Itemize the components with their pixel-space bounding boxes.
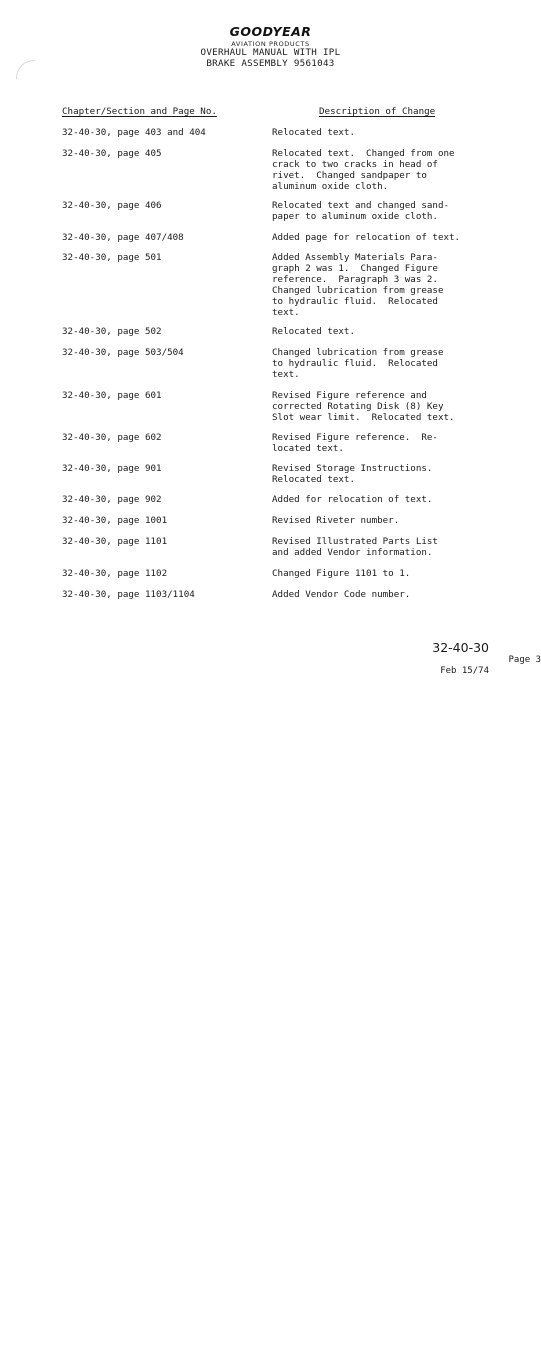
row-description: Relocated text. xyxy=(272,127,355,138)
row-description: Changed lubrication from grease to hydraulic fluid. Relocated text. xyxy=(272,347,444,380)
row-reference: 32-40-30, page 406 xyxy=(62,200,162,211)
row-description: Added for relocation of text. xyxy=(272,494,433,505)
logo-text: GOODYEAR xyxy=(229,24,312,39)
row-description: Added Vendor Code number. xyxy=(272,589,411,600)
revision-date: Feb 15/74 xyxy=(440,666,489,676)
row-reference: 32-40-30, page 1101 xyxy=(62,536,168,547)
row-description: Revised Riveter number. xyxy=(272,515,400,526)
row-description: Relocated text. xyxy=(272,326,355,337)
row-reference: 32-40-30, page 901 xyxy=(62,463,162,474)
row-description: Changed Figure 1101 to 1. xyxy=(272,568,411,579)
manual-title: OVERHAUL MANUAL WITH IPL xyxy=(200,47,341,58)
assembly-title: BRAKE ASSEMBLY 9561043 xyxy=(206,58,335,69)
row-description: Revised Figure reference. Re- located text. xyxy=(272,432,438,454)
row-description: Revised Storage Instructions. Relocated text. xyxy=(272,463,433,485)
row-reference: 32-40-30, page 501 xyxy=(62,252,162,263)
row-reference: 32-40-30, page 407/408 xyxy=(62,232,184,243)
row-description: Added Assembly Materials Para- graph 2 was 1. Changed Figure reference. Paragraph 3 was 2. Changed lubrication from grease to hydraulic fluid. Relocated text. xyxy=(272,252,444,318)
page-number: Page 3 xyxy=(508,655,541,665)
row-description: Relocated text and changed sand- paper to aluminum oxide cloth. xyxy=(272,200,450,222)
row-reference: 32-40-30, page 1102 xyxy=(62,568,168,579)
row-reference: 32-40-30, page 1103/1104 xyxy=(62,589,195,600)
row-reference: 32-40-30, page 601 xyxy=(62,390,162,401)
row-description: Relocated text. Changed from one crack to two cracks in head of rivet. Changed sandpaper to aluminum oxide cloth. xyxy=(272,148,455,192)
row-description: Revised Figure reference and corrected Rotating Disk (8) Key Slot wear limit. Relocated text. xyxy=(272,390,455,423)
row-reference: 32-40-30, page 902 xyxy=(62,494,162,505)
row-reference: 32-40-30, page 1001 xyxy=(62,515,168,526)
row-reference: 32-40-30, page 602 xyxy=(62,432,162,443)
row-reference: 32-40-30, page 403 and 404 xyxy=(62,127,206,138)
division-name: AVIATION PRODUCTS xyxy=(231,40,310,48)
row-description: Added page for relocation of text. xyxy=(272,232,461,243)
goodyear-logo xyxy=(0,24,541,39)
column-header-reference: Chapter/Section and Page No. xyxy=(62,106,217,117)
row-reference: 32-40-30, page 502 xyxy=(62,326,162,337)
row-description: Revised Illustrated Parts List and added Vendor information. xyxy=(272,536,438,558)
column-header-description: Description of Change xyxy=(319,106,436,117)
row-reference: 32-40-30, page 503/504 xyxy=(62,347,184,358)
row-reference: 32-40-30, page 405 xyxy=(62,148,162,159)
section-code: 32-40-30 xyxy=(432,640,489,655)
